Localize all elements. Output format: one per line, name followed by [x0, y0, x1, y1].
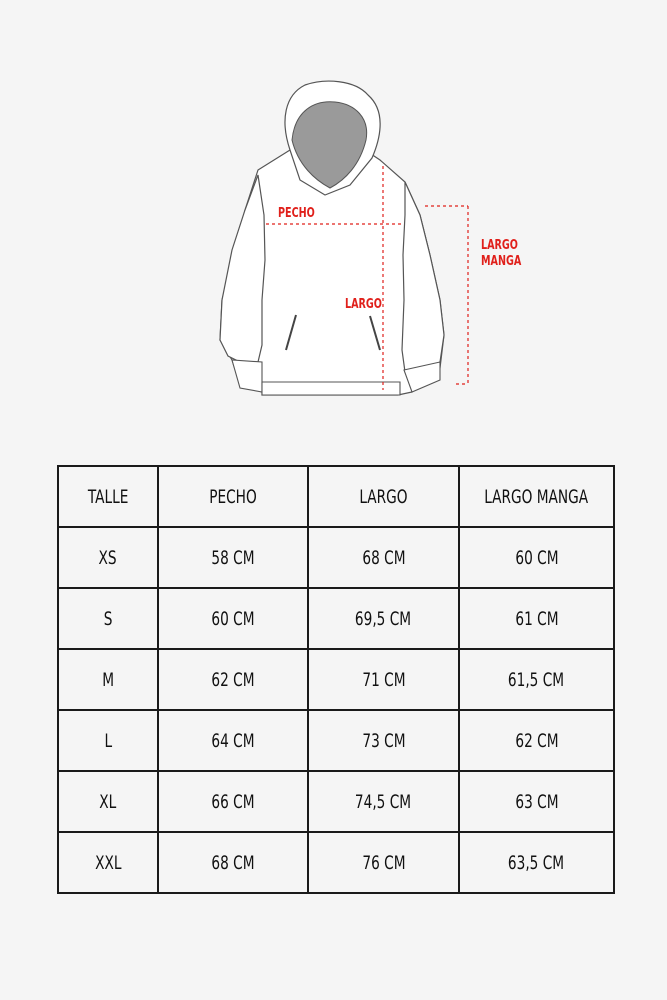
table-row — [58, 710, 614, 771]
header-cell: PECHO — [158, 466, 308, 527]
size-chart-table — [57, 465, 615, 894]
right-sleeve — [402, 182, 444, 372]
table-cell: XL — [58, 771, 158, 832]
waistband — [262, 382, 400, 395]
table-cell: 62 CM — [459, 710, 614, 771]
hoodie-diagram — [0, 0, 667, 440]
left-sleeve — [220, 175, 265, 362]
header-cell: LARGO MANGA — [459, 466, 614, 527]
table-cell: 60 CM — [158, 588, 308, 649]
sleeve-label-line2: MANGA — [481, 254, 522, 269]
table-cell: 63 CM — [459, 771, 614, 832]
table-cell: M — [58, 649, 158, 710]
table-cell: 69,5 CM — [308, 588, 459, 649]
table-row — [58, 832, 614, 893]
table-cell: 61,5 CM — [459, 649, 614, 710]
table-row — [58, 771, 614, 832]
table-cell: 68 CM — [158, 832, 308, 893]
chest-label: PECHO — [278, 206, 315, 221]
table-cell: 74,5 CM — [308, 771, 459, 832]
table-cell: L — [58, 710, 158, 771]
sleeve-label-line1: LARGO — [481, 238, 518, 253]
table-cell: 68 CM — [308, 527, 459, 588]
hoodie-illustration — [0, 0, 667, 440]
table-cell: S — [58, 588, 158, 649]
table-row — [58, 649, 614, 710]
table-cell: 66 CM — [158, 771, 308, 832]
table-cell: 61 CM — [459, 588, 614, 649]
table-cell: 62 CM — [158, 649, 308, 710]
length-label: LARGO — [345, 297, 382, 312]
table-cell: 71 CM — [308, 649, 459, 710]
table-cell: 64 CM — [158, 710, 308, 771]
left-cuff — [232, 360, 262, 392]
table-row — [58, 527, 614, 588]
table-cell: 60 CM — [459, 527, 614, 588]
header-cell: TALLE — [58, 466, 158, 527]
table-cell: 73 CM — [308, 710, 459, 771]
table-header-row — [58, 466, 614, 527]
table-cell: 76 CM — [308, 832, 459, 893]
table-cell: 63,5 CM — [459, 832, 614, 893]
header-cell: LARGO — [308, 466, 459, 527]
table-row — [58, 588, 614, 649]
table-cell: XS — [58, 527, 158, 588]
table-cell: 58 CM — [158, 527, 308, 588]
table-cell: XXL — [58, 832, 158, 893]
sleeve-length-label — [481, 238, 530, 270]
